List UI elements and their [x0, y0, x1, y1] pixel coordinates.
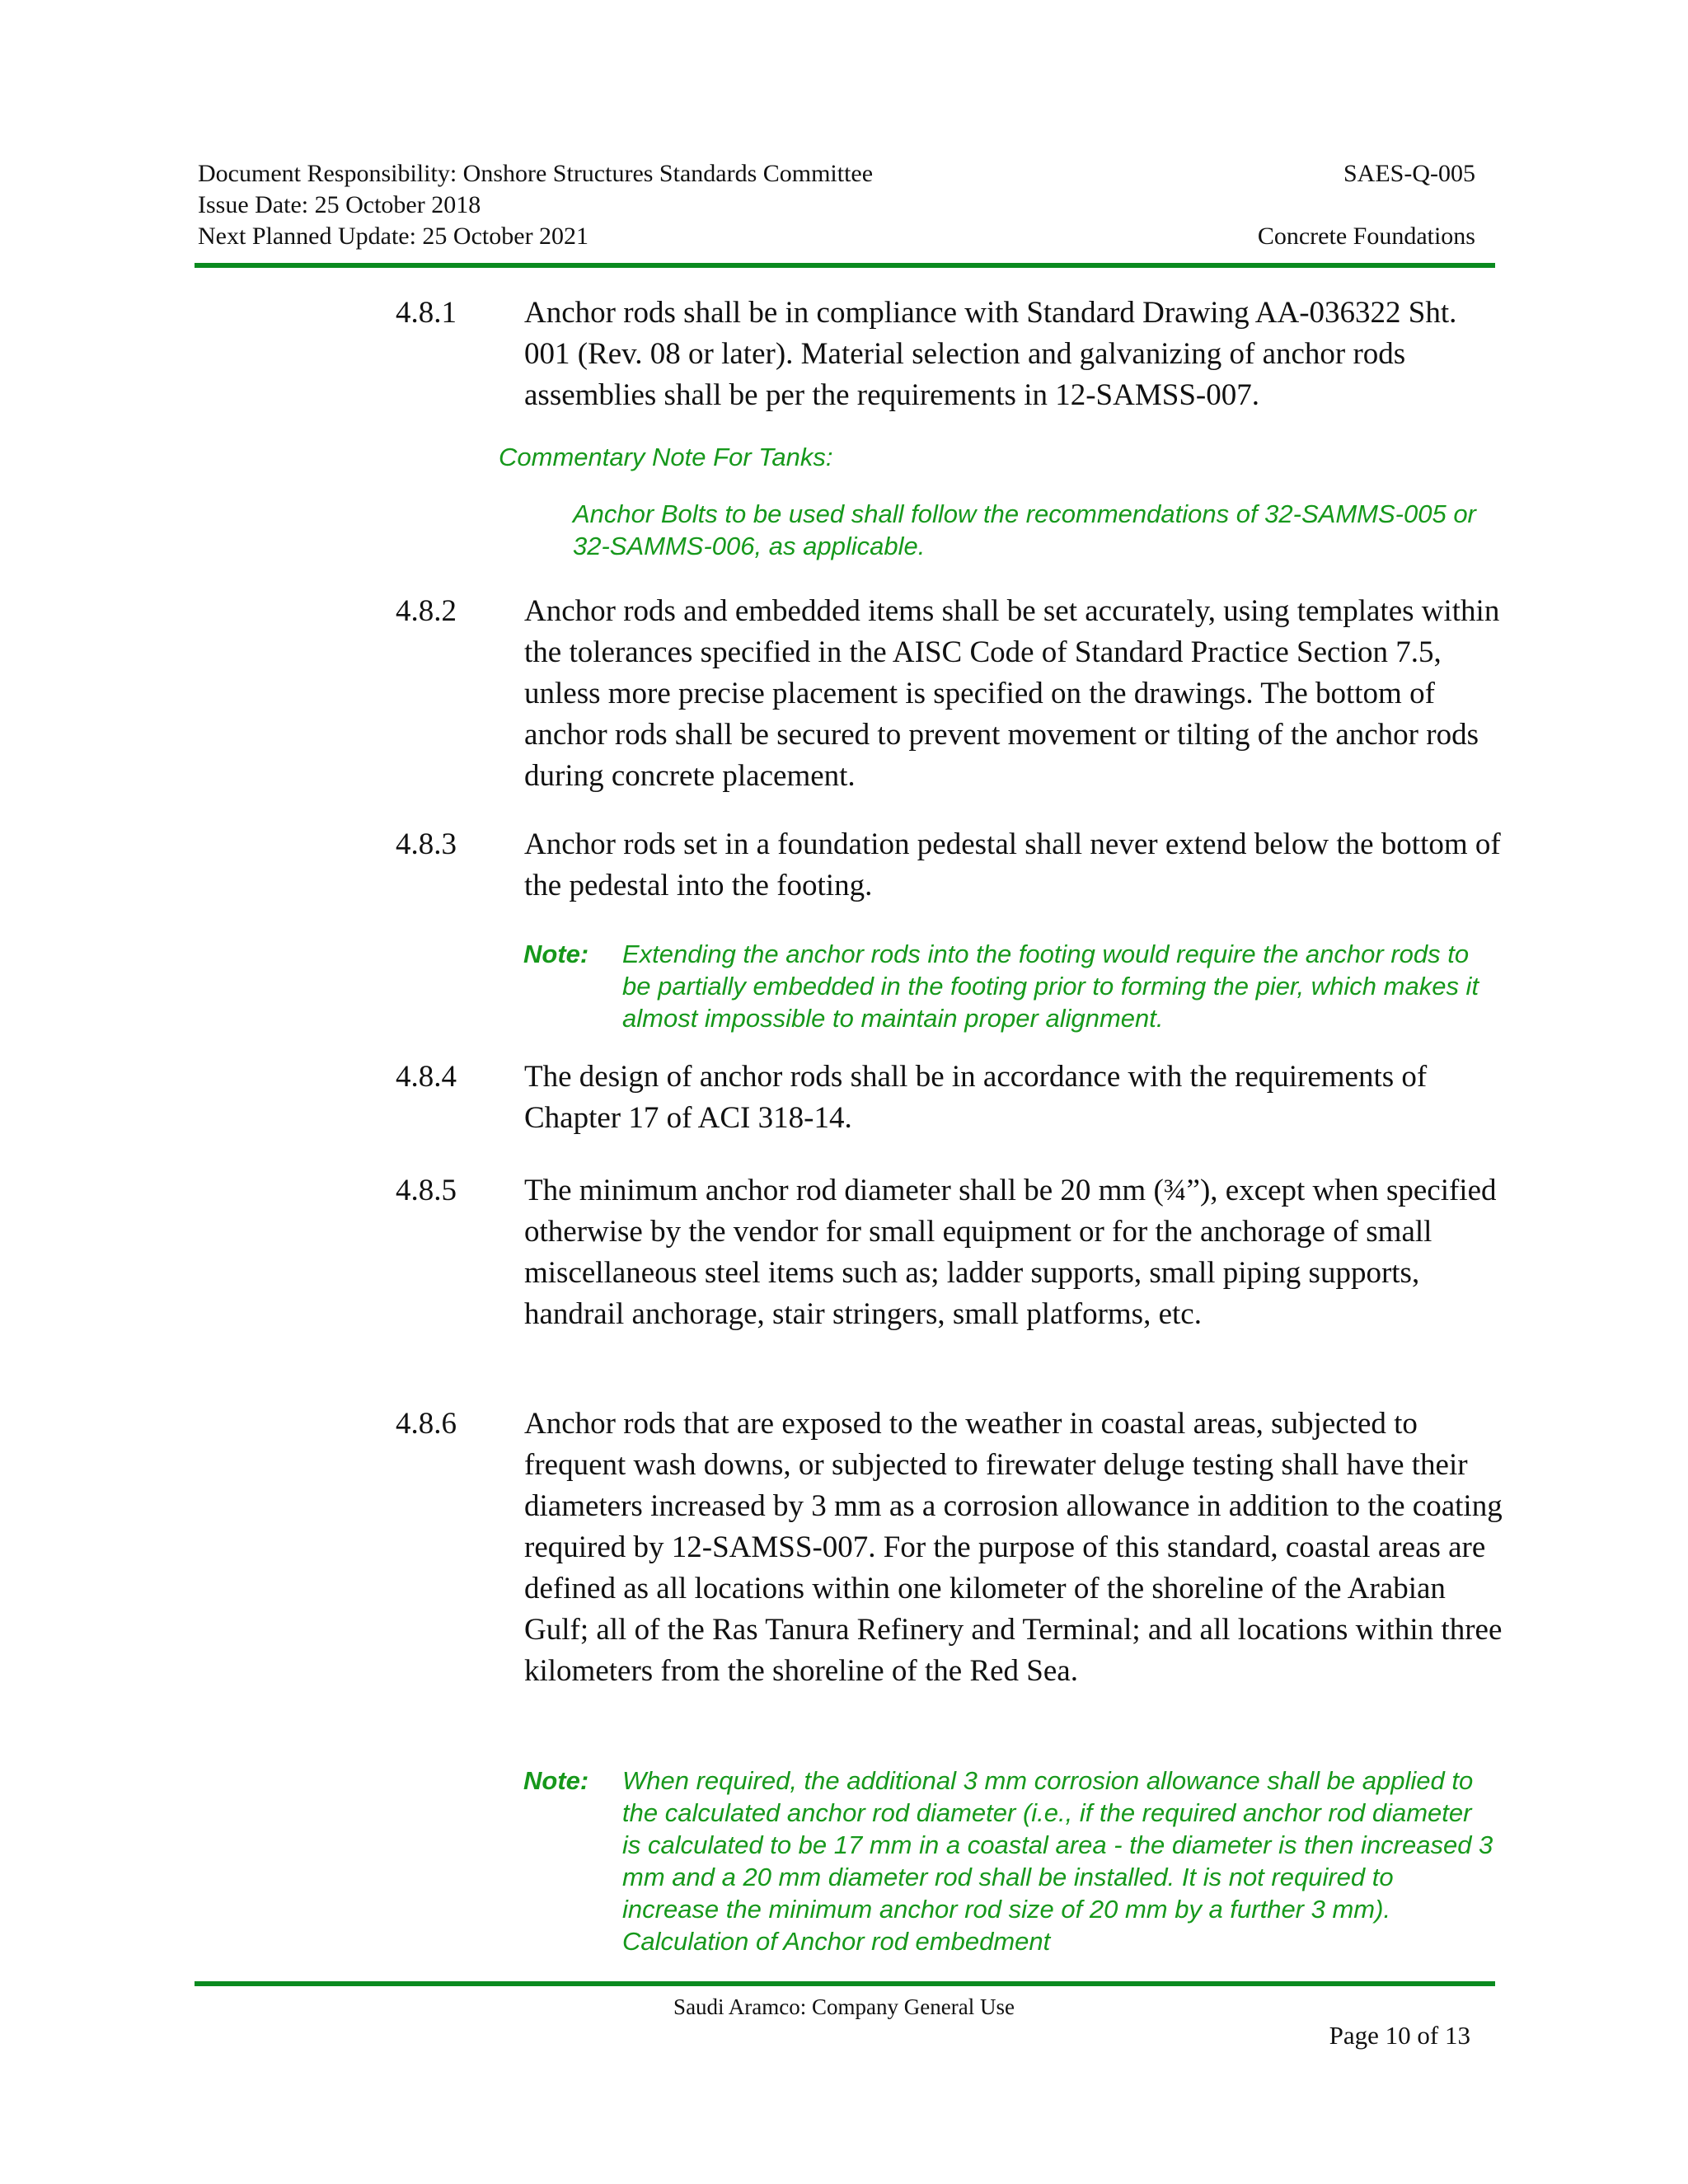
note-label: Note: [523, 1766, 589, 1795]
header-next-update: Next Planned Update: 25 October 2021 [198, 223, 589, 250]
page-header [198, 158, 1475, 252]
section-text: The minimum anchor rod diameter shall be 20 mm (¾”), except when specified otherwise by the vendor for small equipment or for the anchorage of small miscellaneous steel items such as; ladder supports, small piping supports, handrail anchorage, stair stringers, small platforms, etc. [524, 1174, 1497, 1331]
commentary-body: Anchor Bolts to be used shall follow the recommendations of 32-SAMMS-005 or 32-SAMMS-006, as applicable. [573, 499, 1476, 560]
note-text: Extending the anchor rods into the footing would require the anchor rods to be partially embedded in the footing prior to forming the pier, which makes it almost impossible to maintain proper alignment. [622, 940, 1479, 1033]
section-number: 4.8.1 [396, 296, 457, 330]
section-number: 4.8.4 [396, 1060, 457, 1094]
section-number: 4.8.2 [396, 594, 457, 628]
section-number: 4.8.5 [396, 1174, 457, 1207]
section-number: 4.8.6 [396, 1407, 457, 1441]
header-responsibility: Document Responsibility: Onshore Structures Standards Committee [198, 160, 874, 187]
footer-page-number: Page 10 of 13 [1329, 2021, 1470, 2050]
section-text: Anchor rods set in a foundation pedestal shall never extend below the bottom of the pedestal into the footing. [524, 827, 1501, 902]
header-doc-title: Concrete Foundations [1257, 223, 1475, 250]
header-doc-number: SAES-Q-005 [1343, 160, 1475, 187]
header-issue-date: Issue Date: 25 October 2018 [198, 191, 481, 218]
note-label: Note: [523, 940, 589, 968]
header-divider [195, 263, 1495, 268]
section-text: The design of anchor rods shall be in accordance with the requirements of Chapter 17 of ACI 318-14. [524, 1060, 1428, 1135]
section-number: 4.8.3 [396, 827, 457, 861]
footer-divider [195, 1981, 1495, 1986]
section-text: Anchor rods that are exposed to the weather in coastal areas, subjected to frequent wash downs, or subjected to firewater deluge testing shall have their diameters increased by 3 mm as a corrosion allowance in addition to the coating required by 12-SAMSS-007. For the purpose of this standard, coastal areas are defined as all locations within one kilometer of the shoreline of the Arabian Gulf; all of the Ras Tanura Refinery and Terminal; and all locations within three kilometers from the shoreline of the Red Sea. [524, 1407, 1503, 1688]
footer-classification: Saudi Aramco: Company General Use [673, 1994, 1015, 2019]
section-text: Anchor rods shall be in compliance with Standard Drawing AA-036322 Sht. 001 (Rev. 08 or later). Material selection and galvanizing of anchor rods assemblies shall be per the requirements in 12-SAMSS-007. [524, 296, 1457, 412]
note-text: When required, the additional 3 mm corrosion allowance shall be applied to the calculated anchor rod diameter (i.e., if the required anchor rod diameter is calculated to be 17 mm in a coastal area - the diameter is then increased 3 mm and a 20 mm diameter rod shall be installed. It is not required to increase the minimum anchor rod size of 20 mm by a further 3 mm). Calculation of Anchor rod embedment [622, 1766, 1493, 1956]
section-text: Anchor rods and embedded items shall be set accurately, using templates within the tolerances specified in the AISC Code of Standard Practice Section 7.5, unless more precise placement is specified on the drawings. The bottom of anchor rods shall be secured to prevent movement or tilting of the anchor rods during concrete placement. [524, 594, 1500, 793]
commentary-title: Commentary Note For Tanks: [499, 443, 833, 471]
